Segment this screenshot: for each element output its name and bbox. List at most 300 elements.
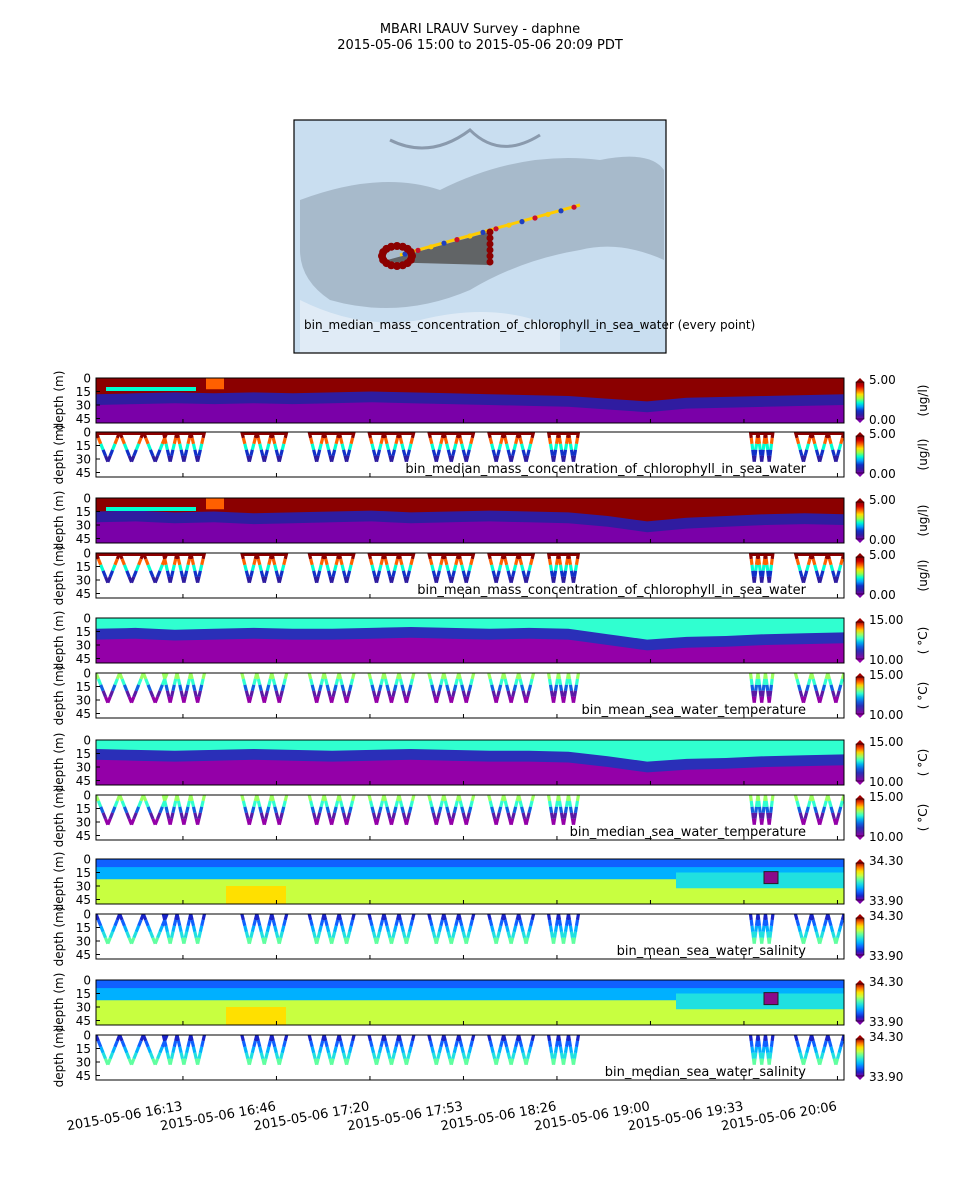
profile-descent xyxy=(327,685,328,691)
profile-descent xyxy=(372,685,373,691)
profile-ascent xyxy=(136,926,138,932)
profile-ascent xyxy=(576,438,577,444)
profile-descent xyxy=(246,571,247,577)
profile-ascent xyxy=(160,1047,162,1053)
profile-ascent xyxy=(555,571,556,577)
profile-ascent xyxy=(332,1059,333,1065)
profile-ascent xyxy=(333,932,334,938)
profile-ascent xyxy=(762,1053,763,1059)
colorbar-max-label: 5.00 xyxy=(869,548,896,562)
profile-ascent xyxy=(200,685,201,691)
profile-descent xyxy=(767,444,768,450)
profile-descent xyxy=(463,450,464,456)
profile-ascent xyxy=(199,450,200,456)
profile-descent xyxy=(507,926,508,932)
profile-descent xyxy=(505,679,506,685)
profile-descent xyxy=(812,1035,814,1041)
profile-ascent xyxy=(468,571,469,577)
y-axis-label: depth (m) xyxy=(52,545,66,606)
profile-descent xyxy=(432,807,433,813)
profile-descent xyxy=(314,691,315,697)
profile-ascent xyxy=(394,807,395,813)
profile-descent xyxy=(388,691,389,697)
profile-ascent xyxy=(577,673,578,679)
profile-ascent xyxy=(836,1059,838,1065)
profile-descent xyxy=(758,795,759,801)
profile-descent xyxy=(520,1041,521,1047)
profile-descent xyxy=(163,1035,164,1041)
y-axis-label: depth (m) xyxy=(52,610,66,671)
profile-ascent xyxy=(108,697,110,703)
profile-descent xyxy=(462,565,463,571)
profile-descent xyxy=(372,926,373,932)
map-track-point xyxy=(571,205,576,210)
profile-descent xyxy=(385,438,386,444)
profile-ascent xyxy=(115,920,117,926)
profile-ascent xyxy=(281,450,282,456)
profile-ascent xyxy=(554,819,555,825)
profile-descent xyxy=(260,926,261,932)
profile-descent xyxy=(101,1047,103,1053)
profile-ascent xyxy=(564,938,565,944)
profile-ascent xyxy=(821,932,823,938)
panel-plot-area xyxy=(96,740,844,785)
profile-ascent xyxy=(472,673,473,679)
profile-descent xyxy=(552,932,553,938)
y-tick-label: 30 xyxy=(75,1000,91,1015)
profile-ascent xyxy=(575,444,576,450)
profile-ascent xyxy=(468,1053,469,1059)
profile-ascent xyxy=(187,807,188,813)
profile-ascent xyxy=(139,920,141,926)
profile-ascent xyxy=(836,456,838,462)
profile-ascent xyxy=(381,559,382,565)
profile-ascent xyxy=(454,1047,455,1053)
profile-ascent xyxy=(379,807,380,813)
profile-descent xyxy=(402,807,403,813)
profile-ascent xyxy=(805,932,807,938)
profile-descent xyxy=(275,1047,276,1053)
profile-ascent xyxy=(409,565,410,571)
profile-descent xyxy=(314,571,315,577)
profile-ascent xyxy=(453,450,454,456)
profile-descent xyxy=(122,679,124,685)
profile-descent xyxy=(402,926,403,932)
profile-descent xyxy=(400,438,401,444)
profile-ascent xyxy=(564,813,565,819)
profile-descent xyxy=(760,813,761,819)
profile-descent xyxy=(815,685,817,691)
panel-variable-label: bin_median_sea_water_temperature xyxy=(569,825,806,840)
profile-ascent xyxy=(134,571,136,577)
profile-descent xyxy=(178,1041,179,1047)
profile-ascent xyxy=(764,679,765,685)
profile-ascent xyxy=(409,807,410,813)
profile-descent xyxy=(195,691,196,697)
profile-descent xyxy=(561,807,562,813)
colorbar-max-label: 34.30 xyxy=(869,909,904,923)
profile-ascent xyxy=(516,1041,517,1047)
profile-ascent xyxy=(317,819,318,825)
profile-ascent xyxy=(573,577,574,583)
profile-ascent xyxy=(198,938,199,944)
colorbar-max-arrow xyxy=(856,378,864,382)
profile-descent xyxy=(828,1035,830,1041)
profile-descent xyxy=(166,565,167,571)
profile-descent xyxy=(507,1047,508,1053)
profile-ascent xyxy=(188,679,189,685)
profile-ascent xyxy=(438,1053,439,1059)
y-tick-label: 0 xyxy=(83,1028,91,1043)
profile-ascent xyxy=(173,444,174,450)
profile-descent xyxy=(751,914,752,920)
colorbar-min-arrow xyxy=(856,900,864,904)
profile-descent xyxy=(372,1047,373,1053)
profile-descent xyxy=(766,801,767,807)
profile-ascent xyxy=(554,938,555,944)
profile-descent xyxy=(258,920,259,926)
y-tick-label: 30 xyxy=(75,518,91,533)
profile-ascent xyxy=(320,926,321,932)
profile-descent xyxy=(192,438,193,444)
profile-descent xyxy=(148,685,150,691)
profile-descent xyxy=(124,444,126,450)
map-track-point xyxy=(428,244,433,249)
profile-descent xyxy=(569,920,570,926)
profile-descent xyxy=(124,565,126,571)
colorbar-min-label: 10.00 xyxy=(869,653,904,667)
map-track-point xyxy=(415,248,420,253)
profile-descent xyxy=(759,1041,760,1047)
colorbar xyxy=(856,1039,864,1076)
profile-descent xyxy=(165,920,166,926)
profile-descent xyxy=(163,795,164,801)
profile-ascent xyxy=(173,807,174,813)
profile-descent xyxy=(148,1047,150,1053)
profile-descent xyxy=(752,685,753,691)
profile-ascent xyxy=(807,685,809,691)
profile-ascent xyxy=(532,673,533,679)
profile-ascent xyxy=(347,819,348,825)
profile-descent xyxy=(800,932,802,938)
profile-ascent xyxy=(136,685,138,691)
profile-descent xyxy=(561,926,562,932)
profile-ascent xyxy=(513,1053,514,1059)
profile-ascent xyxy=(531,1041,532,1047)
profile-ascent xyxy=(499,444,500,450)
profile-ascent xyxy=(184,456,185,462)
profile-ascent xyxy=(451,819,452,825)
profile-descent xyxy=(150,1053,152,1059)
profile-ascent xyxy=(348,571,349,577)
profile-ascent xyxy=(203,795,204,801)
profile-ascent xyxy=(529,926,530,932)
profile-descent xyxy=(833,691,835,697)
profile-descent xyxy=(433,450,434,456)
profile-descent xyxy=(433,1053,434,1059)
profile-ascent xyxy=(838,450,840,456)
profile-ascent xyxy=(531,920,532,926)
profile-descent xyxy=(759,926,760,932)
profile-descent xyxy=(257,1035,258,1041)
profile-ascent xyxy=(564,697,565,703)
profile-ascent xyxy=(378,1053,379,1059)
profile-descent xyxy=(402,1047,403,1053)
y-tick-label: 0 xyxy=(83,666,91,681)
profile-ascent xyxy=(113,807,115,813)
profile-ascent xyxy=(754,697,755,703)
colorbar-min-arrow xyxy=(856,594,864,598)
profile-descent xyxy=(813,920,815,926)
profile-ascent xyxy=(439,926,440,932)
profile-ascent xyxy=(267,685,268,691)
profile-descent xyxy=(759,444,760,450)
y-tick-label: 15 xyxy=(75,680,91,694)
profile-ascent xyxy=(377,697,378,703)
map-track-point xyxy=(532,215,537,220)
profile-ascent xyxy=(805,813,807,819)
profile-descent xyxy=(261,813,262,819)
profile-ascent xyxy=(513,571,514,577)
map-transect-point xyxy=(487,235,494,242)
profile-descent xyxy=(760,571,761,577)
profile-ascent xyxy=(185,691,186,697)
profile-ascent xyxy=(772,673,773,679)
profile-descent xyxy=(329,450,330,456)
profile-ascent xyxy=(762,932,763,938)
profile-descent xyxy=(243,438,244,444)
profile-ascent xyxy=(526,819,527,825)
profile-ascent xyxy=(764,1041,765,1047)
colorbar-unit: ( °C) xyxy=(916,748,930,777)
profile-descent xyxy=(493,1053,494,1059)
profile-ascent xyxy=(501,679,502,685)
profile-descent xyxy=(560,559,561,565)
gridded-gradient-band xyxy=(106,387,196,391)
profile-descent xyxy=(430,1041,431,1047)
profile-ascent xyxy=(821,1053,823,1059)
profile-descent xyxy=(569,438,570,444)
y-axis-label: depth (m) xyxy=(52,787,66,848)
profile-ascent xyxy=(381,438,382,444)
profile-descent xyxy=(751,1035,752,1041)
profile-descent xyxy=(560,438,561,444)
profile-ascent xyxy=(762,577,763,583)
profile-ascent xyxy=(807,565,809,571)
profile-descent xyxy=(815,1047,817,1053)
profile-descent xyxy=(552,450,553,456)
profile-descent xyxy=(552,813,553,819)
profile-ascent xyxy=(516,920,517,926)
profile-descent xyxy=(797,679,799,685)
profile-ascent xyxy=(501,559,502,565)
profile-descent xyxy=(444,914,445,920)
profile-descent xyxy=(311,920,312,926)
profile-ascent xyxy=(391,697,392,703)
profile-ascent xyxy=(333,691,334,697)
profile-descent xyxy=(507,444,508,450)
profile-ascent xyxy=(317,697,318,703)
profile-ascent xyxy=(555,813,556,819)
profile-ascent xyxy=(756,565,757,571)
y-axis-label: depth (m) xyxy=(52,732,66,793)
profile-descent xyxy=(166,685,167,691)
profile-descent xyxy=(508,691,509,697)
profile-descent xyxy=(815,926,817,932)
profile-ascent xyxy=(412,914,413,920)
profile-descent xyxy=(148,926,150,932)
profile-ascent xyxy=(381,920,382,926)
profile-descent xyxy=(165,1041,166,1047)
profile-ascent xyxy=(110,450,112,456)
profile-descent xyxy=(166,807,167,813)
profile-ascent xyxy=(564,456,565,462)
figure-title-line-2: 2015-05-06 15:00 to 2015-05-06 20:09 PDT xyxy=(337,38,623,53)
profile-descent xyxy=(751,438,752,444)
profile-ascent xyxy=(394,444,395,450)
profile-ascent xyxy=(573,697,574,703)
y-axis-label: depth (m) xyxy=(52,370,66,431)
colorbar-min-label: 10.00 xyxy=(869,708,904,722)
x-tick-label: 2015-05-06 17:53 xyxy=(346,1099,465,1135)
profile-ascent xyxy=(249,1059,250,1065)
x-tick-label: 2015-05-06 16:46 xyxy=(159,1099,278,1135)
profile-ascent xyxy=(353,914,354,920)
profile-ascent xyxy=(249,697,250,703)
profile-ascent xyxy=(174,438,175,444)
profile-descent xyxy=(167,571,168,577)
profile-ascent xyxy=(391,938,392,944)
profile-ascent xyxy=(202,679,203,685)
profile-ascent xyxy=(188,438,189,444)
profile-descent xyxy=(759,438,760,444)
profile-ascent xyxy=(379,685,380,691)
profile-ascent xyxy=(770,571,771,577)
profile-ascent xyxy=(285,673,286,679)
profile-ascent xyxy=(472,1035,473,1041)
profile-ascent xyxy=(378,691,379,697)
profile-descent xyxy=(799,926,801,932)
profile-descent xyxy=(816,691,818,697)
profile-ascent xyxy=(317,577,318,583)
profile-ascent xyxy=(321,438,322,444)
profile-descent xyxy=(388,932,389,938)
profile-ascent xyxy=(557,438,558,444)
profile-descent xyxy=(261,932,262,938)
profile-descent xyxy=(260,685,261,691)
profile-descent xyxy=(402,444,403,450)
colorbar-max-label: 34.30 xyxy=(869,975,904,989)
profile-descent xyxy=(385,920,386,926)
profile-ascent xyxy=(394,565,395,571)
profile-ascent xyxy=(136,1047,138,1053)
profile-ascent xyxy=(564,1053,565,1059)
profile-ascent xyxy=(456,438,457,444)
profile-descent xyxy=(309,673,310,679)
profile-ascent xyxy=(170,1059,171,1065)
profile-ascent xyxy=(453,813,454,819)
profile-ascent xyxy=(185,932,186,938)
profile-descent xyxy=(260,807,261,813)
profile-ascent xyxy=(174,1041,175,1047)
profile-descent xyxy=(193,685,194,691)
profile-descent xyxy=(312,685,313,691)
profile-ascent xyxy=(565,685,566,691)
profile-ascent xyxy=(184,819,185,825)
y-axis-label: depth (m) xyxy=(52,490,66,551)
profile-descent xyxy=(833,813,835,819)
profile-descent xyxy=(462,685,463,691)
profile-descent xyxy=(384,1035,385,1041)
profile-ascent xyxy=(269,679,270,685)
profile-descent xyxy=(520,559,521,565)
profile-ascent xyxy=(516,438,517,444)
profile-descent xyxy=(242,914,243,920)
profile-descent xyxy=(813,559,815,565)
profile-descent xyxy=(759,685,760,691)
profile-descent xyxy=(752,1047,753,1053)
profile-descent xyxy=(260,565,261,571)
profile-descent xyxy=(570,685,571,691)
profile-descent xyxy=(816,1053,818,1059)
profile-ascent xyxy=(332,938,333,944)
profile-ascent xyxy=(762,691,763,697)
y-tick-label: 15 xyxy=(75,866,91,880)
profile-ascent xyxy=(317,456,318,462)
profile-descent xyxy=(552,1053,553,1059)
profile-ascent xyxy=(411,920,412,926)
colorbar-min-arrow xyxy=(856,1076,864,1080)
profile-descent xyxy=(562,1053,563,1059)
profile-descent xyxy=(177,795,178,801)
profile-descent xyxy=(402,565,403,571)
profile-ascent xyxy=(498,450,499,456)
colorbar-min-label: 33.90 xyxy=(869,1015,904,1029)
profile-descent xyxy=(760,1053,761,1059)
profile-descent xyxy=(181,450,182,456)
profile-descent xyxy=(246,691,247,697)
profile-descent xyxy=(369,673,370,679)
profile-descent xyxy=(122,920,124,926)
profile-descent xyxy=(400,679,401,685)
profile-descent xyxy=(508,450,509,456)
profile-descent xyxy=(831,1047,833,1053)
profile-descent xyxy=(167,450,168,456)
profile-descent xyxy=(430,920,431,926)
profile-descent xyxy=(569,801,570,807)
profile-descent xyxy=(571,813,572,819)
profile-ascent xyxy=(454,444,455,450)
profile-ascent xyxy=(279,938,280,944)
colorbar xyxy=(856,502,864,539)
profile-ascent xyxy=(839,444,841,450)
panel-5 xyxy=(52,611,930,671)
profile-ascent xyxy=(841,438,843,444)
profile-descent xyxy=(462,926,463,932)
profile-ascent xyxy=(564,932,565,938)
profile-descent xyxy=(432,685,433,691)
profile-descent xyxy=(768,691,769,697)
profile-ascent xyxy=(823,926,825,932)
y-tick-label: 15 xyxy=(75,921,91,935)
profile-ascent xyxy=(160,926,162,932)
profile-descent xyxy=(505,438,506,444)
profile-descent xyxy=(429,673,430,679)
profile-ascent xyxy=(350,1047,351,1053)
colorbar-max-label: 5.00 xyxy=(869,373,896,387)
profile-ascent xyxy=(557,1041,558,1047)
profile-descent xyxy=(433,932,434,938)
